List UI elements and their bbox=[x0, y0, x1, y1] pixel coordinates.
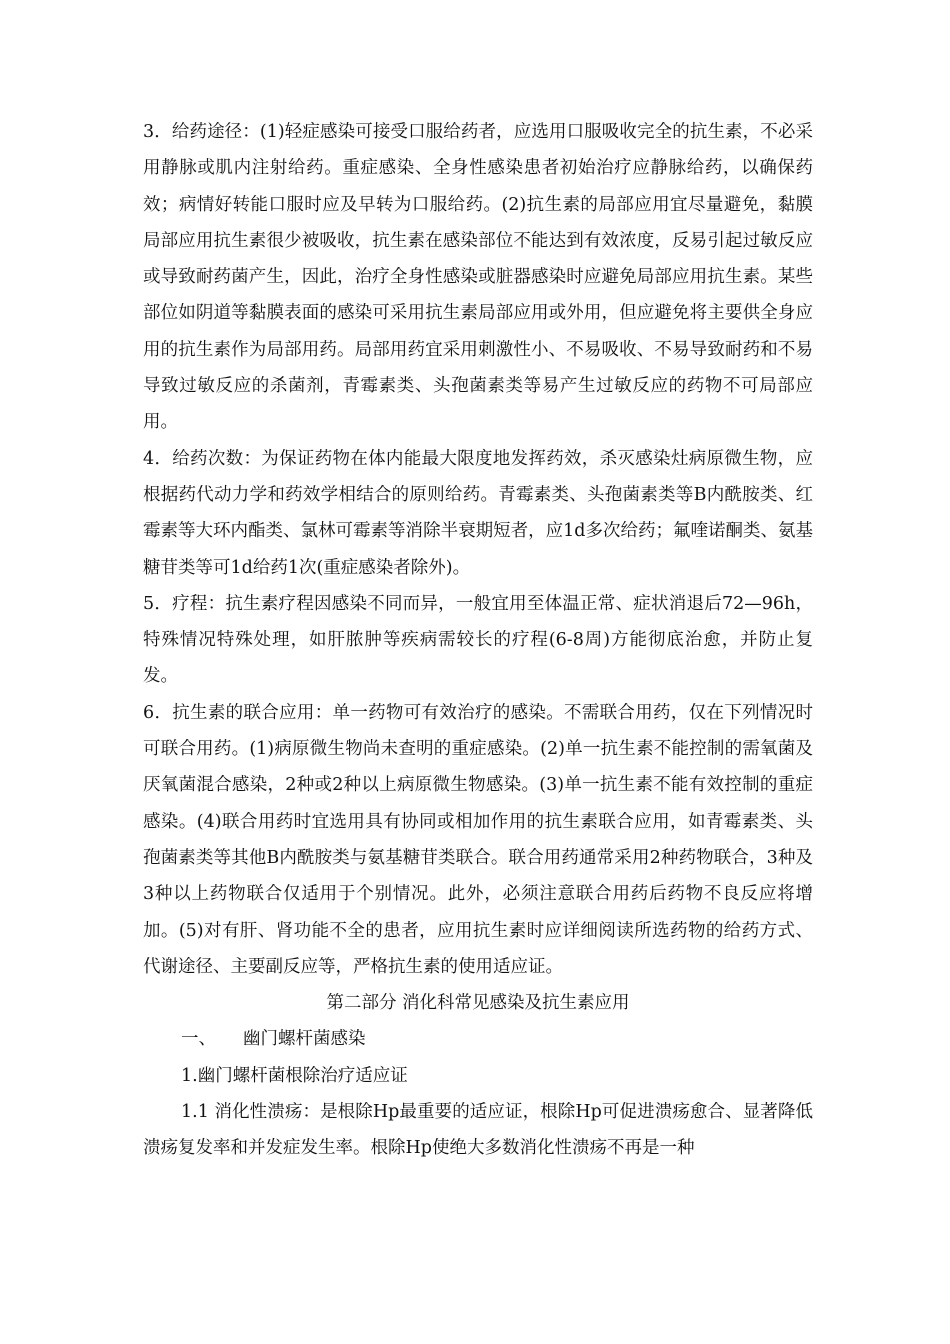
paragraph-treatment-course: 5．疗程：抗生素疗程因感染不同而异，一般宜用至体温正常、症状消退后72—96h，特殊情况特殊处理，如肝脓肿等疾病需较长的疗程(6-8周)方能彻底治愈，并防止复发。 bbox=[143, 593, 813, 687]
section-heading bbox=[143, 1021, 813, 1057]
subsection-title: 1.幽门螺杆菌根除治疗适应证 bbox=[181, 1065, 408, 1086]
part-title: 第二部分 消化科常见感染及抗生素应用 bbox=[326, 993, 630, 1014]
section-number: 一、 bbox=[181, 1029, 216, 1050]
paragraph-administration-route: 3．给药途径：(1)轻症感染可接受口服给药者，应选用口服吸收完全的抗生素，不必采用静脉或肌内注射给药。重症感染、全身性感染患者初始治疗应静脉给药，以确保药效；病情好转能口服时应及早转为口服给药。(2)抗生素的局部应用宜尽量避免，黏膜局部应用抗生素很少被吸收，抗生素在感染部位不能达到有效浓度，反易引起过敏反应或导致耐药菌产生，因此，治疗全身性感染或脏器感染时应避免局部应用抗生素。某些部位如阴道等黏膜表面的感染可采用抗生素局部应用或外用，但应避免将主要供全身应用的抗生素作为局部用药。局部用药宜采用刺激性小、不易吸收、不易导致耐药和不易导致过敏反应的杀菌剂，青霉素类、头孢菌素类等易产生过敏反应的药物不可局部应用。 bbox=[143, 122, 813, 433]
section-title: 幽门螺杆菌感染 bbox=[243, 1029, 366, 1050]
paragraph-peptic-ulcer: 1.1 消化性溃疡：是根除Hp最重要的适应证，根除Hp可促进溃疡愈合、显著降低溃疡复发率和并发症发生率。根除Hp使绝大多数消化性溃疡不再是一种 bbox=[143, 1102, 813, 1159]
paragraph-dosing-frequency: 4．给药次数：为保证药物在体内能最大限度地发挥药效，杀灭感染灶病原微生物，应根据药代动力学和药效学相结合的原则给药。青霉素类、头孢菌素类等B内酰胺类、红霉素等大环内酯类、氯林可霉素等消除半衰期短者，应1d多次给药；氟喹诺酮类、氨基糖苷类等可1d给药1次(重症感染者除外)。 bbox=[143, 448, 813, 578]
paragraph-combination-therapy: 6．抗生素的联合应用：单一药物可有效治疗的感染。不需联合用药，仅在下列情况时可联合用药。(1)病原微生物尚未查明的重症感染。(2)单一抗生素不能控制的需氧菌及厌氧菌混合感染，2种或2种以上病原微生物感染。(3)单一抗生素不能有效控制的重症感染。(4)联合用药时宜选用具有协同或相加作用的抗生素联合应用，如青霉素类、头孢菌素类等其他B内酰胺类与氨基糖苷类联合。联合用药通常采用2种药物联合，3种及3种以上药物联合仅适用于个别情况。此外，必须注意联合用药后药物不良反应将增加。(5)对有肝、肾功能不全的患者，应用抗生素时应详细阅读所选药物的给药方式、代谢途径、主要副反应等，严格抗生素的使用适应证。 bbox=[143, 702, 813, 977]
document-body bbox=[143, 114, 813, 1167]
